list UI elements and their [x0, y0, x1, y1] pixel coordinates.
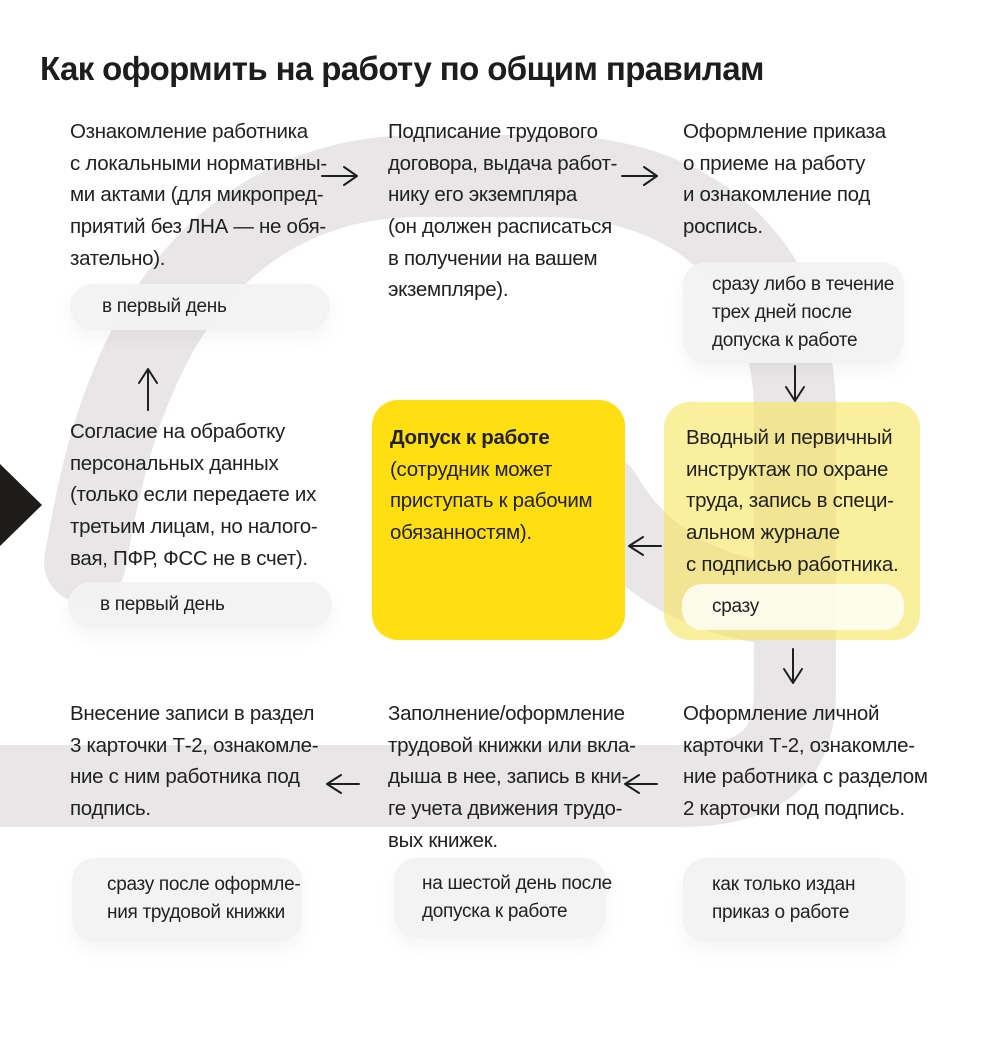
step-workbook-filling: Заполнение/оформление трудовой книжки или вкла- дыша в нее, запись в кни- ге учета движения трудо- вых книжек. [388, 702, 636, 852]
arrow-right-icon [622, 167, 657, 185]
step-title: Допуск к работе [390, 426, 550, 449]
step-personal-data-consent: Согласие на обработку персональных данных (только если передаете их третьим лицам, но налого- вая, ПФР, ФСС не в счет). [70, 420, 318, 570]
step-lna-familiarization: Ознакомление работника с локальными нормативны- ми актами (для микропред- приятий без ЛНА — не обя- зательно). [70, 120, 327, 270]
arrow-down-icon [784, 649, 802, 683]
timing-badge-sixth-day: на шестой день после допуска к работе [394, 858, 606, 938]
arrow-up-icon [139, 369, 157, 410]
timing-badge-first-day-2: в первый день [68, 582, 332, 628]
arrow-down-icon [786, 366, 804, 401]
timing-badge-after-workbook: сразу после оформле- ния трудовой книжки [72, 858, 302, 942]
step-safety-briefing-card: Вводный и первичный инструктаж по охране труда, запись в специ- альном журнале с подписью работника. сразу [664, 402, 920, 640]
arrow-right-icon [322, 167, 357, 185]
step-t2-section3-record: Внесение записи в раздел 3 карточки Т-2, ознакомле- ние с ним работника под подпись. [70, 702, 319, 821]
timing-badge-first-day-1: в первый день [70, 284, 330, 330]
page-title: Как оформить на работу по общим правилам [40, 50, 764, 87]
step-hiring-order: Оформление приказа о приеме на работу и ознакомление под роспись. [683, 120, 886, 239]
timing-badge-three-days: сразу либо в течение трех дней после допуска к работе [683, 262, 904, 363]
arrow-left-icon [629, 537, 661, 555]
flow-entry-triangle-icon [0, 464, 42, 546]
arrow-left-icon [327, 775, 359, 793]
step-t2-personal-card: Оформление личной карточки Т-2, ознакомле- ние работника с разделом 2 карточки под подпись. [683, 702, 928, 821]
step-work-admission-card: Допуск к работе (сотрудник может приступать к рабочим обязанностям). [372, 400, 625, 640]
step-contract-signing: Подписание трудового договора, выдача работ- нику его экземпляра (он должен расписаться в получении на вашем экземпляре). [388, 120, 618, 302]
timing-badge-srazu: сразу [682, 584, 904, 630]
timing-badge-order-issued: как только издан приказ о работе [683, 858, 905, 942]
